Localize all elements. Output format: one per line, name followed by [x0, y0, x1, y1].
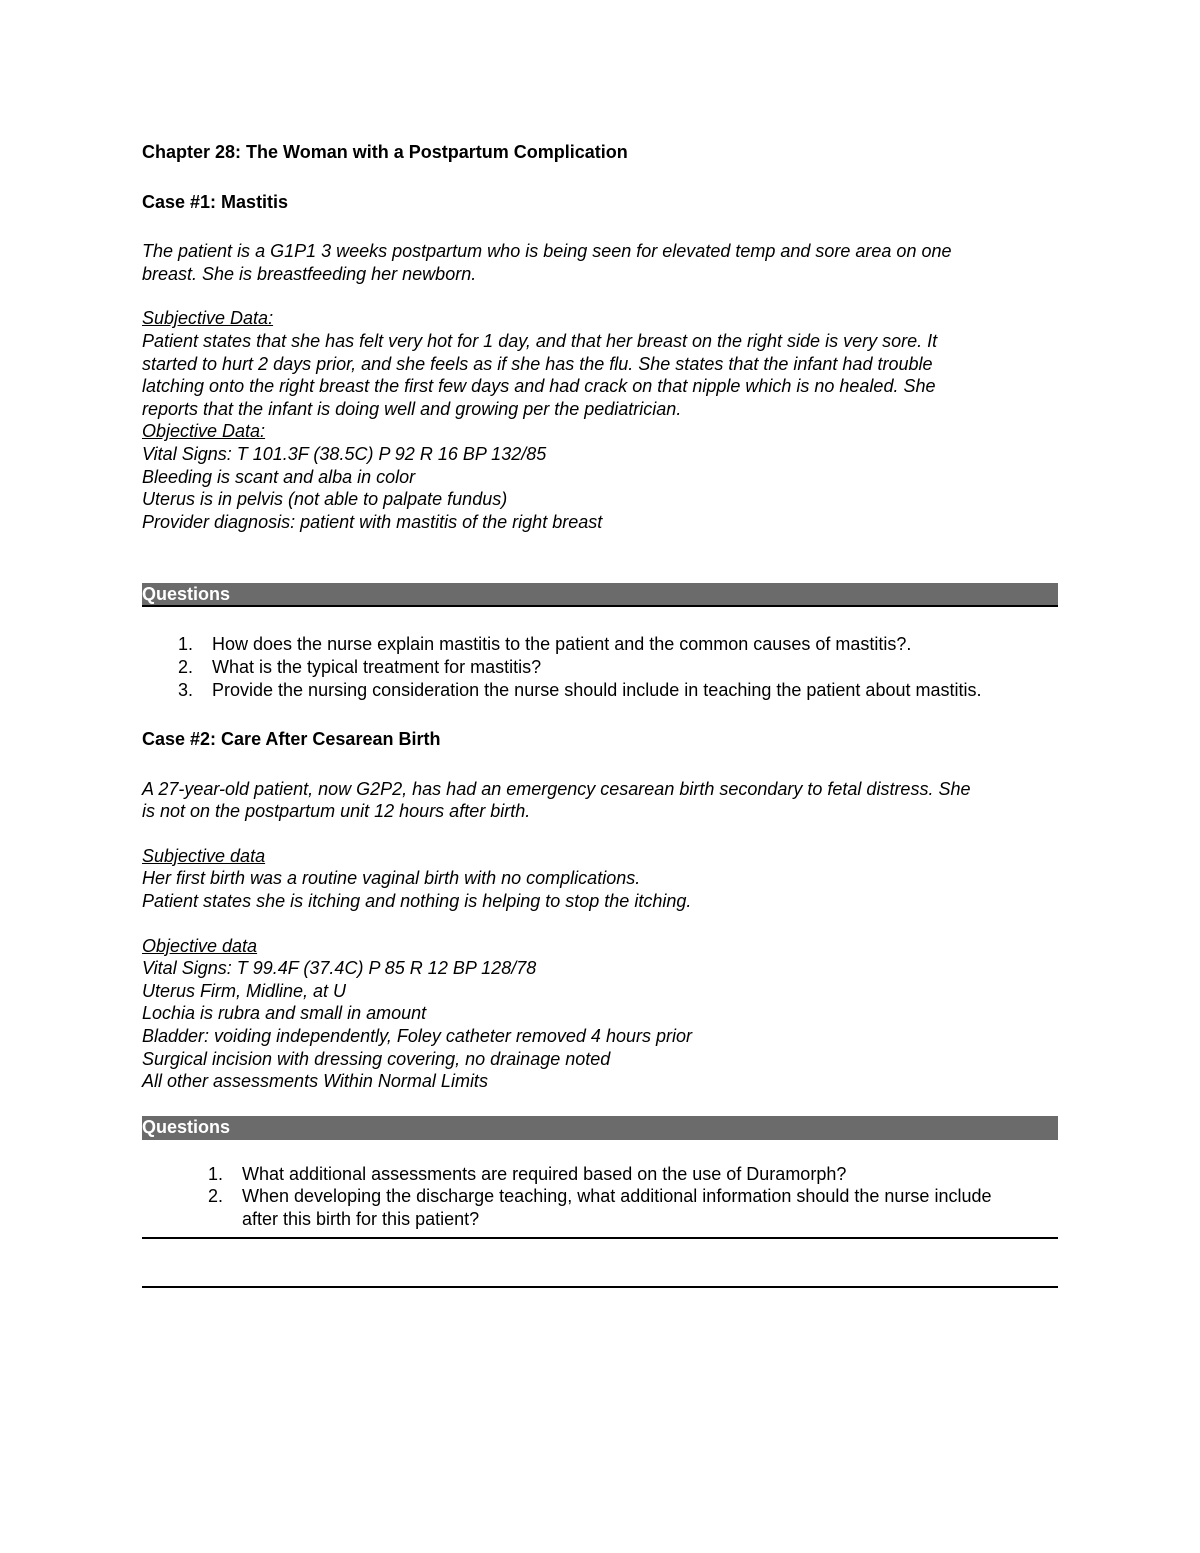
- case1-question-list: [142, 633, 1058, 701]
- question-text-line: after this birth for this patient?: [242, 1209, 480, 1229]
- case2-intro: [142, 778, 1058, 823]
- case1-subjective-line: Patient states that she has felt very hot for 1 day, and that her breast on the right side is very sore. It: [142, 330, 938, 351]
- document-page: [142, 141, 1058, 1231]
- case1-objective-line: Bleeding is scant and alba in color: [142, 466, 416, 487]
- case2-objective-line: Uterus Firm, Midline, at U: [142, 980, 347, 1001]
- case2-objective-line: Surgical incision with dressing covering, no drainage noted: [142, 1048, 611, 1069]
- case2-subjective-line: Patient states she is itching and nothing is helping to stop the itching.: [142, 891, 692, 912]
- case2-objective-label: Objective data: [142, 935, 258, 956]
- case1-data-section: [142, 307, 1058, 533]
- case2-objective-line: Vital Signs: T 99.4F (37.4C) P 85 R 12 BP 128/78: [142, 958, 537, 979]
- case2-objective-line: All other assessments Within Normal Limits: [142, 1071, 488, 1092]
- case1-objective-line: Uterus is in pelvis (not able to palpate fundus): [142, 489, 508, 510]
- question-number: 2.: [178, 656, 194, 677]
- list-item: [142, 656, 1058, 679]
- case1-intro-line: The patient is a G1P1 3 weeks postpartum who is being seen for elevated temp and sore area on one: [142, 241, 952, 262]
- page-title: Chapter 28: The Woman with a Postpartum Complication: [142, 142, 628, 162]
- list-item: [142, 1163, 1058, 1186]
- case1-intro: [142, 240, 1058, 285]
- case2-question-list: [142, 1163, 1058, 1231]
- case2-intro-line: is not on the postpartum unit 12 hours after birth.: [142, 801, 531, 822]
- case1-subjective-line: latching onto the right breast the first few days and had crack on that nipple which is no healed. She: [142, 376, 936, 397]
- case1-objective-line: Vital Signs: T 101.3F (38.5C) P 92 R 16 BP 132/85: [142, 443, 547, 464]
- list-item: [142, 679, 1058, 702]
- case2-subjective-line: Her first birth was a routine vaginal birth with no complications.: [142, 868, 641, 889]
- case1-objective-label: Objective Data:: [142, 421, 266, 442]
- question-text: How does the nurse explain mastitis to the patient and the common causes of mastitis?.: [212, 634, 912, 655]
- question-text: What additional assessments are required based on the use of Duramorph?: [242, 1163, 847, 1184]
- question-text: Provide the nursing consideration the nurse should include in teaching the patient about mastitis.: [212, 679, 982, 700]
- case2-subjective-label: Subjective data: [142, 845, 266, 866]
- divider-line: [142, 1237, 1058, 1239]
- case1-intro-line: breast. She is breastfeeding her newborn.: [142, 263, 477, 284]
- question-number: 1.: [178, 634, 194, 655]
- question-number: 2.: [208, 1186, 224, 1207]
- case1-subjective-line: reports that the infant is doing well and growing per the pediatrician.: [142, 398, 682, 419]
- list-item: [142, 633, 1058, 656]
- case1-subjective-label: Subjective Data:: [142, 308, 274, 329]
- case2-objective-line: Lochia is rubra and small in amount: [142, 1003, 427, 1024]
- question-number: 3.: [178, 679, 194, 700]
- question-text-line: When developing the discharge teaching, what additional information should the nurse include: [242, 1186, 992, 1207]
- case1-subjective-line: started to hurt 2 days prior, and she feels as if she has the flu. She states that the infant had trouble: [142, 353, 933, 374]
- list-item: [142, 1185, 1058, 1230]
- divider-line: [142, 1286, 1058, 1288]
- case2-heading: Case #2: Care After Cesarean Birth: [142, 729, 441, 750]
- question-text: What is the typical treatment for mastitis?: [212, 656, 542, 677]
- question-text: [242, 1185, 1058, 1230]
- case1-heading: Case #1: Mastitis: [142, 191, 289, 212]
- case2-questions-header: Questions: [142, 1116, 1058, 1140]
- case2-objective-section: [142, 935, 1058, 1093]
- case1-questions-header: Questions: [142, 583, 1058, 607]
- question-number: 1.: [208, 1163, 224, 1184]
- case2-intro-line: A 27-year-old patient, now G2P2, has had an emergency cesarean birth secondary to fetal distress. She: [142, 778, 971, 799]
- case2-objective-line: Bladder: voiding independently, Foley catheter removed 4 hours prior: [142, 1026, 692, 1047]
- case2-subjective-section: [142, 845, 1058, 913]
- case1-objective-line: Provider diagnosis: patient with mastitis of the right breast: [142, 511, 603, 532]
